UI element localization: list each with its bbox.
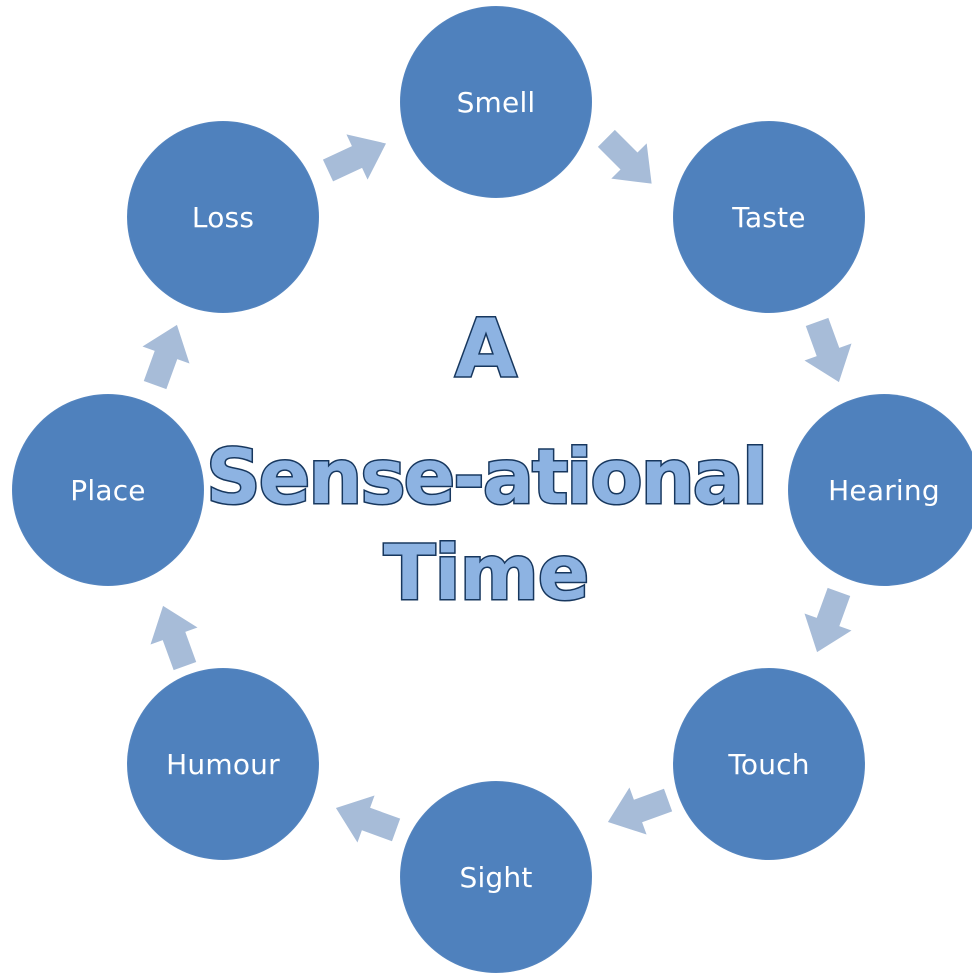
node-hearing-label: Hearing (828, 473, 940, 507)
node-sight (400, 781, 592, 973)
node-smell-label: Smell (456, 85, 536, 119)
node-humour (127, 668, 319, 860)
arrow-loss-to-smell (317, 121, 396, 193)
node-loss-label: Loss (191, 200, 255, 234)
node-touch (673, 668, 865, 860)
node-sight-label: Sight (459, 860, 533, 894)
node-touch-label: Touch (728, 747, 810, 781)
arrow-sight-to-humour (327, 785, 404, 854)
node-taste (673, 121, 865, 313)
node-smell (400, 6, 592, 198)
title-line-2: Sense-ational (205, 432, 767, 521)
arrow-touch-to-sight (599, 777, 676, 846)
arrow-smell-to-taste (589, 121, 670, 202)
title-line-1: A (455, 302, 517, 395)
node-place-label: Place (70, 473, 146, 507)
node-loss (127, 121, 319, 313)
node-humour-label: Humour (166, 747, 280, 781)
node-taste-label: Taste (732, 200, 806, 234)
title-line-3: Time (383, 528, 589, 617)
